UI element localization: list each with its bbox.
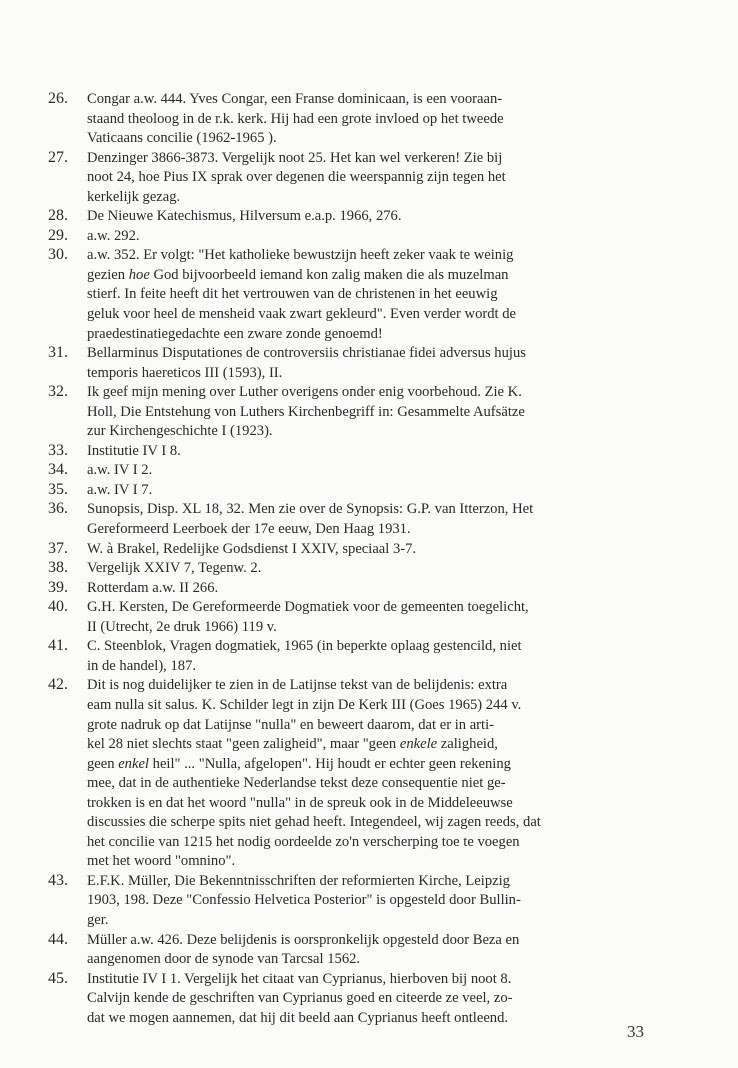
endnote-line: dat we mogen aannemen, dat hij dit beeld aan Cyprianus heeft ontleend. [87, 1009, 509, 1026]
endnote-number: 27. [48, 148, 68, 166]
endnote-line: W. à Brakel, Redelijke Godsdienst I XXIV, speciaal 3-7. [87, 540, 417, 557]
endnote-text: kel 28 niet slechts staat "geen zaligheid", maar "geen [87, 736, 400, 753]
endnote-line: met het woord "omnino". [87, 853, 236, 870]
endnote-44 [48, 931, 668, 970]
endnote-line: Müller a.w. 426. Deze belijdenis is oorspronkelijk opgesteld door Beza en [87, 931, 520, 948]
endnote-41 [48, 637, 668, 676]
endnote-number: 44. [48, 930, 68, 948]
endnote-line: G.H. Kersten, De Gereformeerde Dogmatiek voor de gemeenten toegelicht, [87, 599, 529, 616]
endnote-text: heil" ... "Nulla, afgelopen". Hij houdt er echter geen rekening [149, 755, 511, 772]
endnote-line: Vaticaans concilie (1962-1965 ). [87, 130, 277, 147]
endnote-32 [48, 383, 668, 442]
endnote-31 [48, 344, 668, 383]
endnote-number: 35. [48, 480, 68, 498]
endnote-line [87, 266, 668, 286]
endnote-38 [48, 559, 668, 579]
endnote-45 [48, 970, 668, 1029]
endnote-line: a.w. IV I 2. [87, 462, 153, 479]
endnote-line: E.F.K. Müller, Die Bekenntnisschriften der reformierten Kirche, Leipzig [87, 872, 510, 889]
endnote-number: 31. [48, 344, 68, 362]
endnote-line: a.w. IV I 7. [87, 481, 153, 498]
endnote-italic-text: enkele [399, 736, 438, 753]
endnote-line: Ik geef mijn mening over Luther overigens onder enig voorbehoud. Zie K. [87, 384, 522, 401]
endnote-39 [48, 579, 668, 599]
endnote-line: in de handel), 187. [87, 657, 197, 674]
endnote-italic-text: hoe [128, 266, 150, 283]
endnote-number: 38. [48, 559, 68, 577]
endnote-line: II (Utrecht, 2e druk 1966) 119 v. [87, 618, 277, 635]
endnote-number: 32. [48, 383, 68, 401]
endnote-line: eam nulla sit salus. K. Schilder legt in zijn De Kerk III (Goes 1965) 244 v. [87, 696, 522, 713]
endnote-43 [48, 872, 668, 931]
endnote-line: Dit is nog duidelijker te zien in de Latijnse tekst van de belijdenis: extra [87, 677, 508, 694]
endnote-line: trokken is en dat het woord "nulla" in de spreuk ook in de Middeleeuwse [87, 794, 513, 811]
endnote-line: Denzinger 3866-3873. Vergelijk noot 25. Het kan wel verkeren! Zie bij [87, 149, 503, 166]
endnote-line: Rotterdam a.w. II 266. [87, 579, 219, 596]
endnote-line [87, 735, 668, 755]
endnote-29 [48, 227, 668, 247]
endnote-28 [48, 207, 668, 227]
endnote-line: aangenomen door de synode van Tarcsal 1562. [87, 951, 361, 968]
endnote-line: 1903, 198. Deze "Confessio Helvetica Posterior" is opgesteld door Bullin- [87, 892, 521, 909]
endnote-line: C. Steenblok, Vragen dogmatiek, 1965 (in beperkte oplaag gestencild, niet [87, 638, 522, 655]
endnote-line: geluk voor heel de mensheid vaak zwart gekleurd". Even verder wordt de [87, 306, 517, 323]
endnote-26 [48, 90, 668, 149]
endnote-number: 29. [48, 226, 68, 244]
endnote-number: 30. [48, 246, 68, 264]
endnote-text: geen [87, 755, 119, 772]
endnote-number: 26. [48, 90, 68, 107]
endnote-37 [48, 540, 668, 560]
endnote-number: 37. [48, 539, 68, 557]
endnote-number: 33. [48, 441, 68, 459]
endnote-line: Gereformeerd Leerboek der 17e eeuw, Den Haag 1931. [87, 521, 411, 538]
endnote-line: a.w. 292. [87, 227, 140, 244]
endnote-27 [48, 149, 668, 208]
endnote-line: Holl, Die Entstehung von Luthers Kirchenbegriff in: Gesammelte Aufsätze [87, 403, 525, 420]
endnote-line: ger. [87, 911, 109, 928]
endnote-number: 40. [48, 598, 68, 616]
endnote-line: De Nieuwe Katechismus, Hilversum e.a.p. 1966, 276. [87, 208, 402, 225]
endnote-number: 43. [48, 871, 68, 889]
endnote-number: 41. [48, 637, 68, 655]
endnote-line: het concilie van 1215 het nodig oordeelde zo'n verscherping toe te voegen [87, 833, 520, 850]
endnote-40 [48, 598, 668, 637]
endnote-line: mee, dat in de authentieke Nederlandse tekst deze consequentie niet ge- [87, 775, 506, 792]
endnote-34 [48, 461, 668, 481]
endnote-number: 42. [48, 676, 68, 694]
endnote-33 [48, 442, 668, 462]
endnote-42 [48, 676, 668, 871]
endnote-line: Congar a.w. 444. Yves Congar, een Franse dominicaan, is een vooraan- [87, 91, 503, 107]
endnote-line: discussies die scherpe spits niet gehad heeft. Integendeel, wij zagen reeds, dat [87, 814, 541, 831]
endnote-italic-text: enkel [118, 755, 149, 772]
endnote-line [87, 755, 668, 775]
endnote-line: Institutie IV I 1. Vergelijk het citaat van Cyprianus, hierboven bij noot 8. [87, 970, 512, 987]
endnote-number: 34. [48, 461, 68, 479]
endnote-line: Calvijn kende de geschriften van Cyprianus goed en citeerde ze veel, zo- [87, 990, 513, 1007]
endnote-number: 39. [48, 578, 68, 596]
endnote-30 [48, 246, 668, 344]
endnote-line: Sunopsis, Disp. XL 18, 32. Men zie over de Synopsis: G.P. van Itterzon, Het [87, 501, 534, 518]
endnote-line: zur Kirchengeschichte I (1923). [87, 423, 273, 440]
endnote-line: stierf. In feite heeft dit het vertrouwen van de christenen in het eeuwig [87, 286, 498, 303]
endnote-line: staand theoloog in de r.k. kerk. Hij had een grote invloed op het tweede [87, 110, 504, 127]
endnote-number: 45. [48, 969, 68, 987]
endnote-text: zaligheid, [437, 736, 498, 753]
endnote-line: kerkelijk gezag. [87, 188, 181, 205]
endnote-line: noot 24, hoe Pius IX sprak over degenen die weerspannig zijn tegen het [87, 169, 506, 186]
endnote-line: Institutie IV I 8. [87, 442, 181, 459]
endnote-number: 36. [48, 500, 68, 518]
endnote-line: Bellarminus Disputationes de controversiis christianae fidei adversus hujus [87, 345, 526, 362]
endnote-text: gezien [87, 266, 129, 283]
endnote-line: Vergelijk XXIV 7, Tegenw. 2. [87, 560, 262, 577]
endnotes-list [48, 90, 668, 1028]
endnote-number: 28. [48, 207, 68, 225]
endnote-line: temporis haereticos III (1593), II. [87, 364, 283, 381]
endnote-36 [48, 500, 668, 539]
endnote-text: God bijvoorbeeld iemand kon zalig maken die als muzelman [149, 266, 509, 283]
endnote-line: a.w. 352. Er volgt: "Het katholieke bewustzijn heeft zeker vaak te weinig [87, 247, 514, 264]
page-number: 33 [627, 1022, 644, 1041]
endnote-line: praedestinatiegedachte een zware zonde genoemd! [87, 325, 383, 342]
endnote-line: grote nadruk op dat Latijnse "nulla" en beweert daarom, dat er in arti- [87, 716, 495, 733]
endnote-35 [48, 481, 668, 501]
